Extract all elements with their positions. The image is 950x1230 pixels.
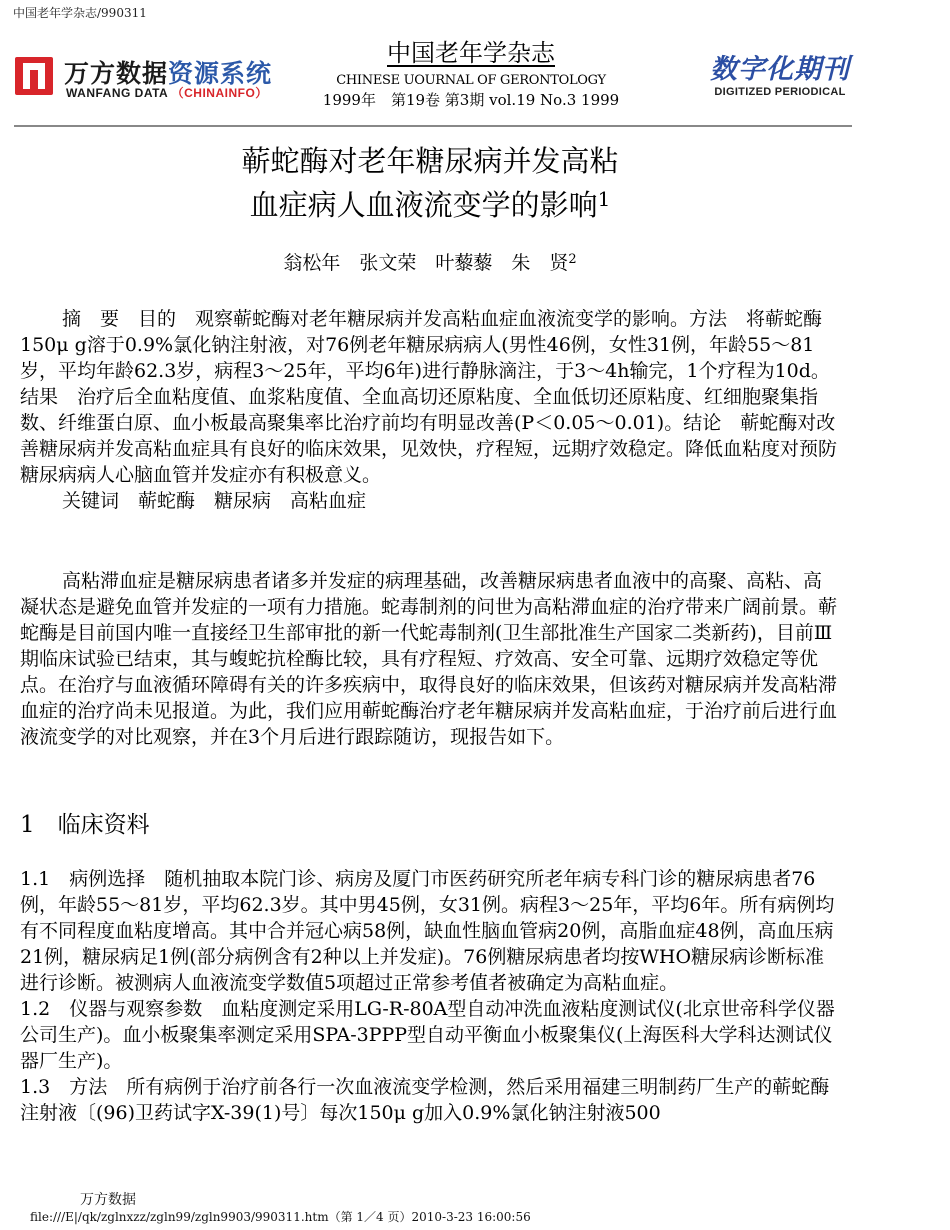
- intro-paragraph: 高粘滞血症是糖尿病患者诸多并发症的病理基础，改善糖尿病患者血液中的高聚、高粘、高凝状态是避免血管并发症的一项有力措施。蛇毒制剂的问世为高粘滞血症的治疗带来广阔前景。蕲蛇酶是目前国内唯一直接经卫生部审批的新一代蛇毒制剂(卫生部批准生产国家二类新药)，目前Ⅲ期临床试验已结束，其与蝮蛇抗栓酶比较，具有疗程短、疗效高、安全可靠、远期疗效稳定等优点。在治疗与血液循环障碍有关的许多疾病中，取得良好的临床效果，但该药对糖尿病并发高粘滞血症的治疗尚未见报道。为此，我们应用蕲蛇酶治疗老年糖尿病并发高粘血症，于治疗前后进行血液流变学的对比观察，并在3个月后进行跟踪随访，现报告如下。: [20, 570, 838, 748]
- section-heading-clinical: 1 临床资料: [20, 812, 150, 838]
- journal-issue-info: 1999年 第19卷 第3期 vol.19 No.3 1999: [322, 91, 620, 109]
- wanfang-data-logo[interactable]: [12, 54, 294, 100]
- subsection-1-3: 1.3 方法 所有病例于治疗前各行一次血液流变学检测，然后采用福建三明制药厂生产的蕲蛇酶注射液〔(96)卫药试字X-39(1)号〕每次150μ g加入0.9%氯化钠注射液500: [20, 1076, 830, 1124]
- article-authors: 翁松年 张文荣 叶藜藜 朱 贤$^2$: [283, 252, 577, 274]
- author-footnote-mark: 2: [568, 252, 577, 267]
- page-header-path: 中国老年学杂志/990311: [13, 6, 147, 20]
- journal-title-cn[interactable]: 中国老年学杂志: [387, 39, 555, 67]
- wanfang-logo-icon: [15, 57, 53, 95]
- header-divider: [14, 125, 852, 127]
- article-title: [0, 142, 860, 224]
- wanfang-logo-cn-text: 万方数据资源系统: [64, 59, 273, 88]
- footer-brand: 万方数据: [80, 1192, 136, 1208]
- clinical-data-section: [20, 866, 840, 1126]
- journal-title-en: CHINESE UOURNAL OF GERONTOLOGY: [336, 73, 606, 88]
- abstract-section: [20, 306, 840, 514]
- abstract-paragraph: 摘 要 目的 观察蕲蛇酶对老年糖尿病并发高粘血症血液流变学的影响。方法 将蕲蛇酶150μ g溶于0.9%氯化钠注射液，对76例老年糖尿病病人(男性46例，女性31例，年龄55～81岁，平均年龄62.3岁，病程3～25年，平均6年)进行静脉滴注，于3～4h输完，1个疗程为10d。结果 治疗后全血粘度值、血浆粘度值、全血高切还原粘度、全血低切还原粘度、红细胞聚集指数、纤维蛋白原、血小板最高聚集率比治疗前均有明显改善(P＜0.05～0.01)。结论 蕲蛇酶对改善糖尿病并发高粘血症具有良好的临床效果，见效快，疗程短，远期疗效稳定。降低血粘度对预防糖尿病病人心脑血管并发症亦有积极意义。: [20, 308, 838, 486]
- subsection-1-2: 1.2 仪器与观察参数 血粘度测定采用LG-R-80A型自动冲洗血液粘度测试仪(北京世帝科学仪器公司生产)。血小板聚集率测定采用SPA-3PPP型自动平衡血小板聚集仪(上海医科大学科达测试仪器厂生产)。: [20, 998, 835, 1072]
- journal-masthead: [290, 38, 652, 109]
- subsection-1-1: 1.1 病例选择 随机抽取本院门诊、病房及厦门市医药研究所老年病专科门诊的糖尿病患者76例，年龄55～81岁，平均62.3岁。其中男45例，女31例。病程3～25年，平均6年。所有病例均有不同程度血粘度增高。其中合并冠心病58例，缺血性脑血管病20例，高脂血症48例，高血压病21例，糖尿病足1例(部分病例含有2种以上并发症)。76例糖尿病患者均按WHO糖尿病诊断标准进行诊断。被测病人血液流变学数值5项超过正常参考值者被确定为高粘血症。: [20, 868, 835, 994]
- intro-section: [20, 568, 840, 750]
- digitized-logo-en: DIGITIZED PERIODICAL: [714, 86, 846, 98]
- digitized-logo-cn: 数字化期刊: [710, 54, 850, 85]
- footer-file-path: file:///E|/qk/zglnxzz/zgln99/zgln9903/990311.htm（第 1／4 页）2010-3-23 16:00:56: [30, 1210, 531, 1224]
- keywords-line: 关键词 蕲蛇酶 糖尿病 高粘血症: [62, 490, 367, 512]
- article-title-line2: 血症病人血液流变学的影响$^1$: [249, 187, 611, 222]
- article-title-line1: 蕲蛇酶对老年糖尿病并发高粘: [241, 144, 619, 178]
- title-footnote-mark: 1: [597, 187, 611, 211]
- wanfang-logo-en-text: WANFANG DATA （CHINAINFO）: [66, 86, 268, 100]
- digitized-periodical-logo[interactable]: [700, 54, 860, 99]
